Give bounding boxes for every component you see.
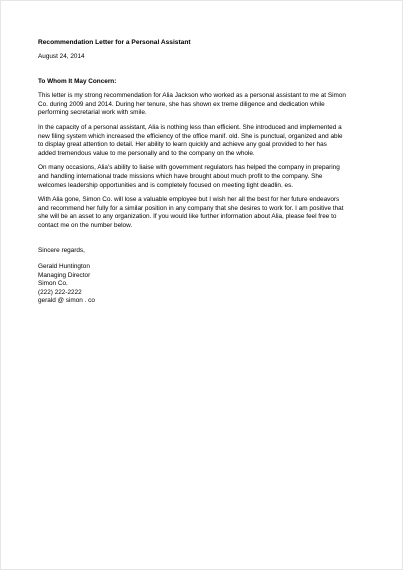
paragraph-1: This letter is my strong recommendation for Alia Jackson who worked as a personal assistant to me at Simon Co. during 2009 and 2014. During her tenure, she has shown ex treme diligence and dedication while performing secretarial work with smile. <box>38 92 346 117</box>
letter-body <box>38 38 368 306</box>
signature-phone: (222) 222-2222 <box>38 288 82 296</box>
paragraph-3: On many occasions, Alia's ability to liaise with government regulators has helped the company in preparing and handling international trade missions which have brought about much profit to the company. She welcomes leadership opportunities and is completely focused on meeting tight deadlin. es. <box>38 164 340 189</box>
signature-email: gerald @ simon . co <box>38 297 95 305</box>
paragraph-2: In the capacity of a personal assistant, Alia is nothing less than efficient. She introduced and implemented a new filing system which increased the efficiency of the office manif. old. She is punctual, organized and able to display great attention to detail. Her ability to learn quickly and achieve any goal provided to her has added tremendous value to me personally and to the company on the whole. <box>38 123 343 157</box>
signature-company: Simon Co. <box>38 280 68 288</box>
signature-name: Gerald Huntington <box>38 263 90 271</box>
letter-title: Recommendation Letter for a Personal Assistant <box>38 39 191 46</box>
signature-position: Managing Director <box>38 271 91 279</box>
letter-salutation: To Whom It May Concern: <box>38 77 117 85</box>
letter-date: August 24, 2014 <box>38 53 85 60</box>
signature-block <box>38 263 368 306</box>
paragraph-4: With Alia gone, Simon Co. will lose a valuable employee but I wish her all the best for her future endeavors and recommend her fully for a similar position in any company that she desires to work for. I am positive that she will be an asset to any organization. If you would like further information about Alia, please feel free to contact me on the number below. <box>38 196 344 229</box>
letter-closing: Sincere regards, <box>38 246 85 254</box>
